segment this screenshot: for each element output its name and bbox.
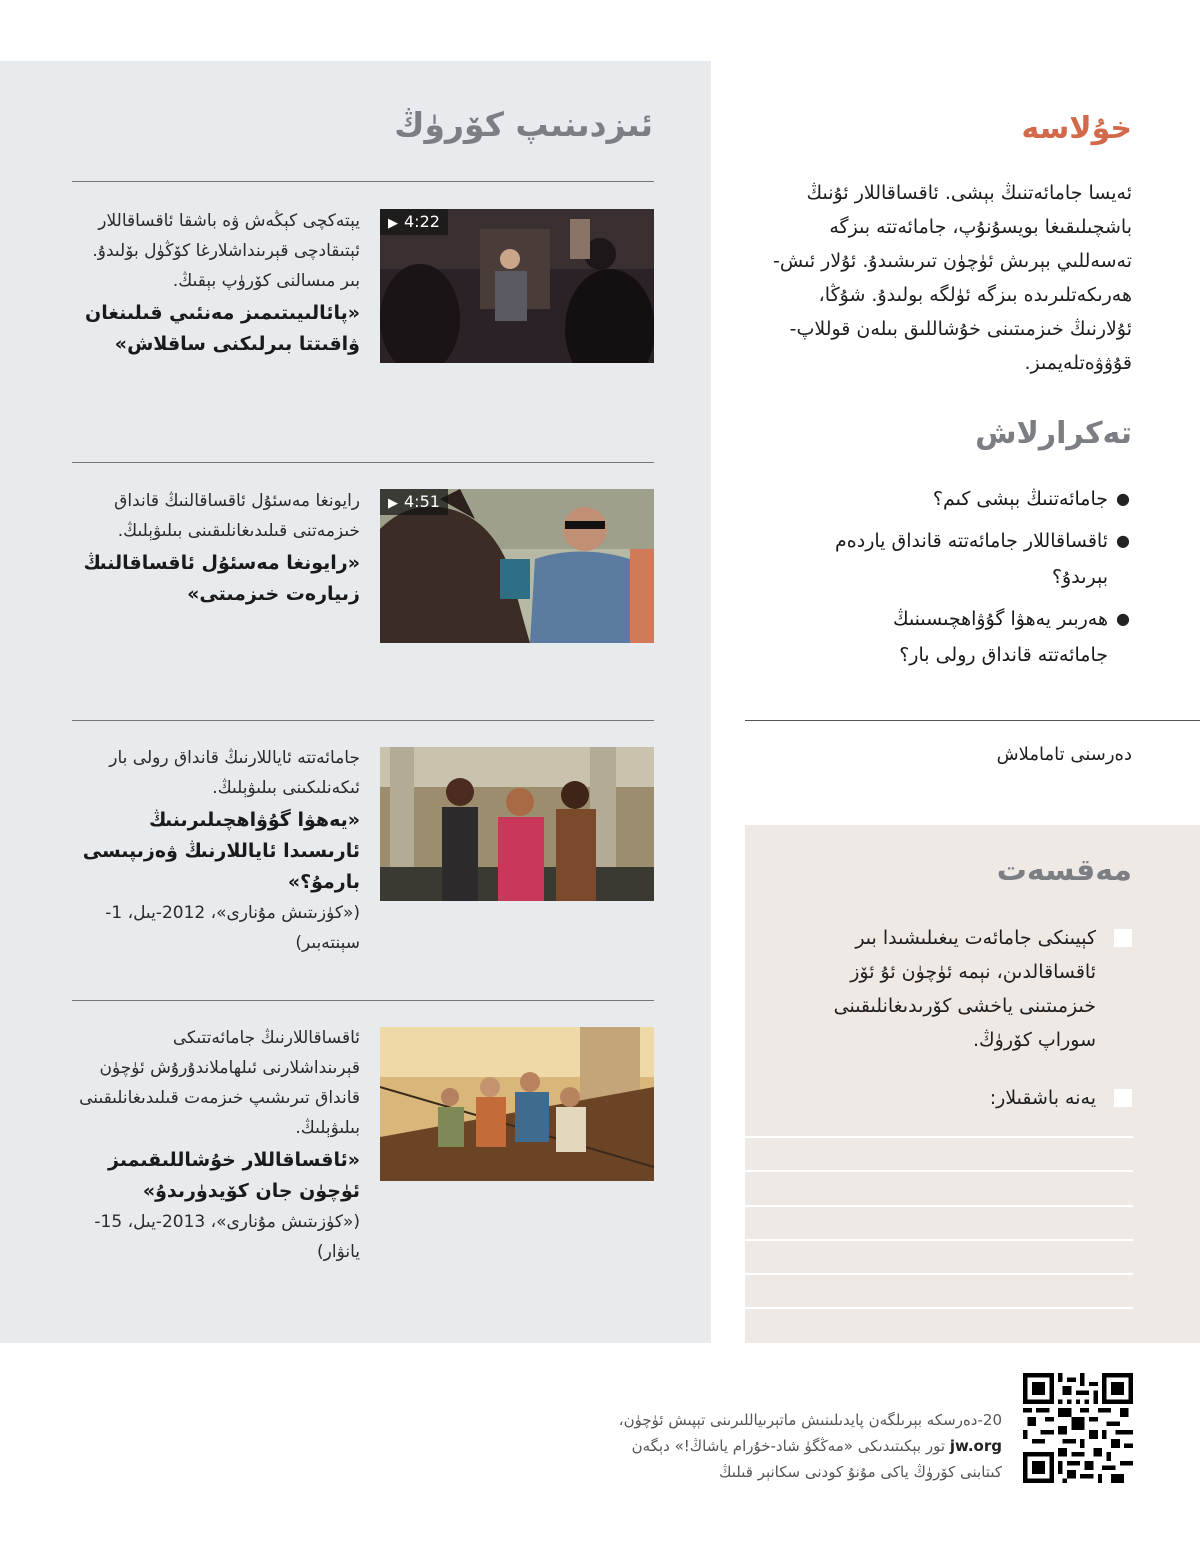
- write-line[interactable]: [745, 1273, 1133, 1275]
- explore-entry-3: [72, 743, 360, 958]
- explore-entry-1: [72, 206, 360, 360]
- review-question: ● ئاقساقاللار جامائەتتە قانداق ياردەم بېرىدۇ؟: [832, 523, 1132, 595]
- divider: [745, 720, 1200, 721]
- explore-entry-2: [72, 486, 360, 610]
- goal-heading: مەقسەت: [996, 853, 1132, 888]
- play-icon: ▶: [388, 216, 398, 231]
- write-line[interactable]: [745, 1239, 1133, 1241]
- circuit-overseer-video-thumbnail[interactable]: [380, 489, 654, 643]
- explore-panel: [0, 61, 711, 1343]
- entry-title-link[interactable]: «يەھۋا گۇۋاھچىلىرىنىڭ ئارىسىدا ئاياللارنىڭ ۋەزىپىسى بارمۇ؟»: [82, 809, 360, 893]
- footer-line-2: jw.org تور بېكىتىدىكى «مەڭگۈ شاد-خۇرام ياشاڭ!» دېگەن: [631, 1437, 1002, 1455]
- paul-farewell-painting[interactable]: [380, 1027, 654, 1181]
- summary-text: ئەيسا جامائەتنىڭ بېشى. ئاقساقاللار ئۇنىڭ باشچىلىقىغا بويسۇنۇپ، جامائەتتە بىزگە تەسەللىي بېرىش ئۈچۈن تىرىشىدۇ. ئۇلار ئىش-ھەرىكەتلىرىدە بىزگە ئۈلگە بولىدۇ. شۇڭا، ئۇلارنىڭ خىزمىتىنى خۇشاللىق بىلەن قوللاپ-قۇۋۋەتلەيمىز.: [773, 182, 1132, 374]
- meeting-video-thumbnail[interactable]: [380, 209, 654, 363]
- video-duration-badge: ▶ 4:22: [380, 209, 448, 235]
- write-line[interactable]: [745, 1170, 1133, 1172]
- goal-item-1: كېيىنكى جامائەت يىغىلىشىدا بىر ئاقساقالدىن، نېمە ئۈچۈن ئۇ ئۆز خىزمىتىنى ياخشى كۆرىدىغانلىقىنى سوراپ كۆرۈڭ.: [802, 921, 1132, 1057]
- review-question-list: [832, 481, 1132, 679]
- divider: [72, 462, 654, 463]
- checkbox[interactable]: [1114, 1089, 1132, 1107]
- entry-description: جامائەتتە ئاياللارنىڭ قانداق رولى بار ئىكەنلىكىنى بىلىۋېلىڭ.: [109, 748, 360, 798]
- play-icon: ▶: [388, 496, 398, 511]
- video-duration-badge: ▶ 4:51: [380, 489, 448, 515]
- bullet-icon: ●: [1116, 531, 1130, 550]
- divider: [72, 1000, 654, 1001]
- jw-org-link[interactable]: jw.org: [949, 1437, 1002, 1455]
- explore-heading: ئىزدىنىپ كۆرۈڭ: [394, 105, 653, 144]
- entry-title-link[interactable]: «رايونغا مەسئۇل ئاقساقالنىڭ زىيارەت خىزمىتى»: [83, 552, 360, 605]
- divider: [72, 181, 654, 182]
- write-line[interactable]: [745, 1205, 1133, 1207]
- entry-source: («كۈزىتىش مۇنارى»، 2012-يىل، 1-سېنتەبىر): [105, 903, 360, 953]
- entry-title-link[interactable]: «ئاقساقاللار خۇشاللىقىمىز ئۈچۈن جان كۆيدۈرىدۇ»: [108, 1149, 360, 1202]
- footer-line-1: 20-دەرسكە بېرىلگەن پايدىلىنىش ماتېرىياللىرىنى تېپىش ئۈچۈن،: [618, 1411, 1002, 1429]
- write-line[interactable]: [745, 1136, 1133, 1138]
- goal-item-2: يەنە باشقىلار:: [802, 1081, 1132, 1115]
- qr-code-icon[interactable]: [1023, 1373, 1133, 1483]
- bullet-icon: ●: [1116, 609, 1130, 628]
- footer-line-3: كىتابنى كۆرۈڭ ياكى مۇنۇ كودنى سكانېر قىلىڭ: [719, 1463, 1002, 1481]
- bullet-icon: ●: [1116, 489, 1130, 508]
- review-heading: تەكرارلاش: [975, 416, 1132, 451]
- divider: [72, 720, 654, 721]
- goal-box: [745, 825, 1200, 1343]
- review-question: ● ھەربىر يەھۋا گۇۋاھچىسىنىڭ جامائەتتە قانداق رولى بار؟: [832, 601, 1132, 673]
- entry-description: يېتەكچى كېڭەش ۋە باشقا ئاقساقاللار ئېتىقادچى قېرىنداشلارغا كۆڭۈل بۆلىدۇ. بىر مىسالنى كۆرۈپ بېقىڭ.: [92, 211, 360, 291]
- summary-heading: خۇلاسە: [1021, 111, 1132, 146]
- footer-reference-text: [542, 1407, 1002, 1485]
- entry-title-link[interactable]: «پائالىيىتىمىز مەنئىي قىلىنغان ۋاقىتتا بىرلىكنى ساقلاش»: [85, 302, 360, 355]
- sisters-preaching-image[interactable]: [380, 747, 654, 901]
- complete-lesson-label[interactable]: دەرسنى تاماملاش: [996, 744, 1132, 765]
- entry-source: («كۈزىتىش مۇنارى»، 2013-يىل، 15-يانۋار): [94, 1212, 360, 1262]
- checkbox[interactable]: [1114, 929, 1132, 947]
- write-line[interactable]: [745, 1307, 1133, 1309]
- review-question: ● جامائەتنىڭ بېشى كىم؟: [832, 481, 1132, 517]
- explore-entry-4: [72, 1023, 360, 1267]
- entry-description: رايونغا مەسئۇل ئاقساقالنىڭ قانداق خىزمەتنى قىلىدىغانلىقىنى بىلىۋېلىڭ.: [114, 491, 360, 541]
- entry-description: ئاقساقاللارنىڭ جامائەتتىكى قېرىنداشلارنى ئىلھاملاندۇرۇش ئۈچۈن قانداق تىرىشىپ خىزمەت قىلىدىغانلىقىنى بىلىۋېلىڭ.: [79, 1028, 360, 1138]
